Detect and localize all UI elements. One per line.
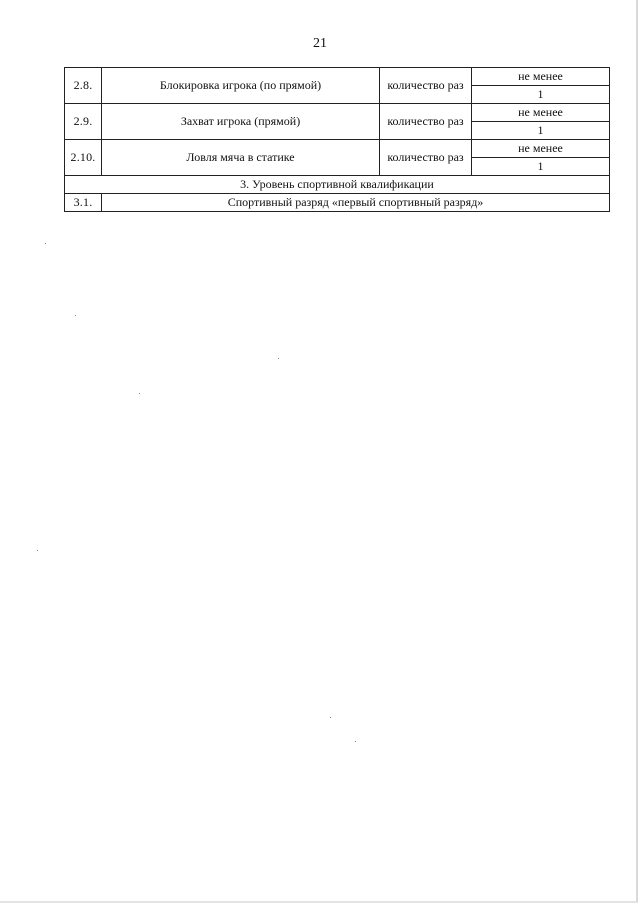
scan-speck bbox=[75, 315, 76, 316]
unit-of-measure: количество раз bbox=[380, 104, 472, 140]
section-header-row bbox=[65, 176, 610, 194]
scan-speck bbox=[45, 243, 46, 244]
row-number: 2.10. bbox=[65, 140, 102, 176]
norm-value: 1 bbox=[472, 86, 610, 104]
section-title: 3. Уровень спортивной квалификации bbox=[65, 176, 610, 194]
row-number: 3.1. bbox=[65, 194, 102, 212]
norm-label: не менее bbox=[472, 68, 610, 86]
row-number: 2.9. bbox=[65, 104, 102, 140]
scan-speck bbox=[37, 550, 38, 551]
table-row bbox=[65, 140, 610, 158]
scan-speck bbox=[355, 741, 356, 742]
norm-value: 1 bbox=[472, 158, 610, 176]
scan-speck bbox=[139, 393, 140, 394]
exercise-name: Блокировка игрока (по прямой) bbox=[102, 68, 380, 104]
exercise-name: Ловля мяча в статике bbox=[102, 140, 380, 176]
page-number: 21 bbox=[313, 36, 327, 51]
row-number: 2.8. bbox=[65, 68, 102, 104]
table-row bbox=[65, 68, 610, 86]
norm-label: не менее bbox=[472, 140, 610, 158]
qualification-text: Спортивный разряд «первый спортивный разряд» bbox=[102, 194, 610, 212]
unit-of-measure: количество раз bbox=[380, 140, 472, 176]
scan-speck bbox=[278, 358, 279, 359]
table-row bbox=[65, 104, 610, 122]
table-row bbox=[65, 194, 610, 212]
norm-value: 1 bbox=[472, 122, 610, 140]
unit-of-measure: количество раз bbox=[380, 68, 472, 104]
exercise-name: Захват игрока (прямой) bbox=[102, 104, 380, 140]
norm-label: не менее bbox=[472, 104, 610, 122]
standards-table bbox=[64, 67, 610, 212]
scan-speck bbox=[330, 717, 331, 718]
